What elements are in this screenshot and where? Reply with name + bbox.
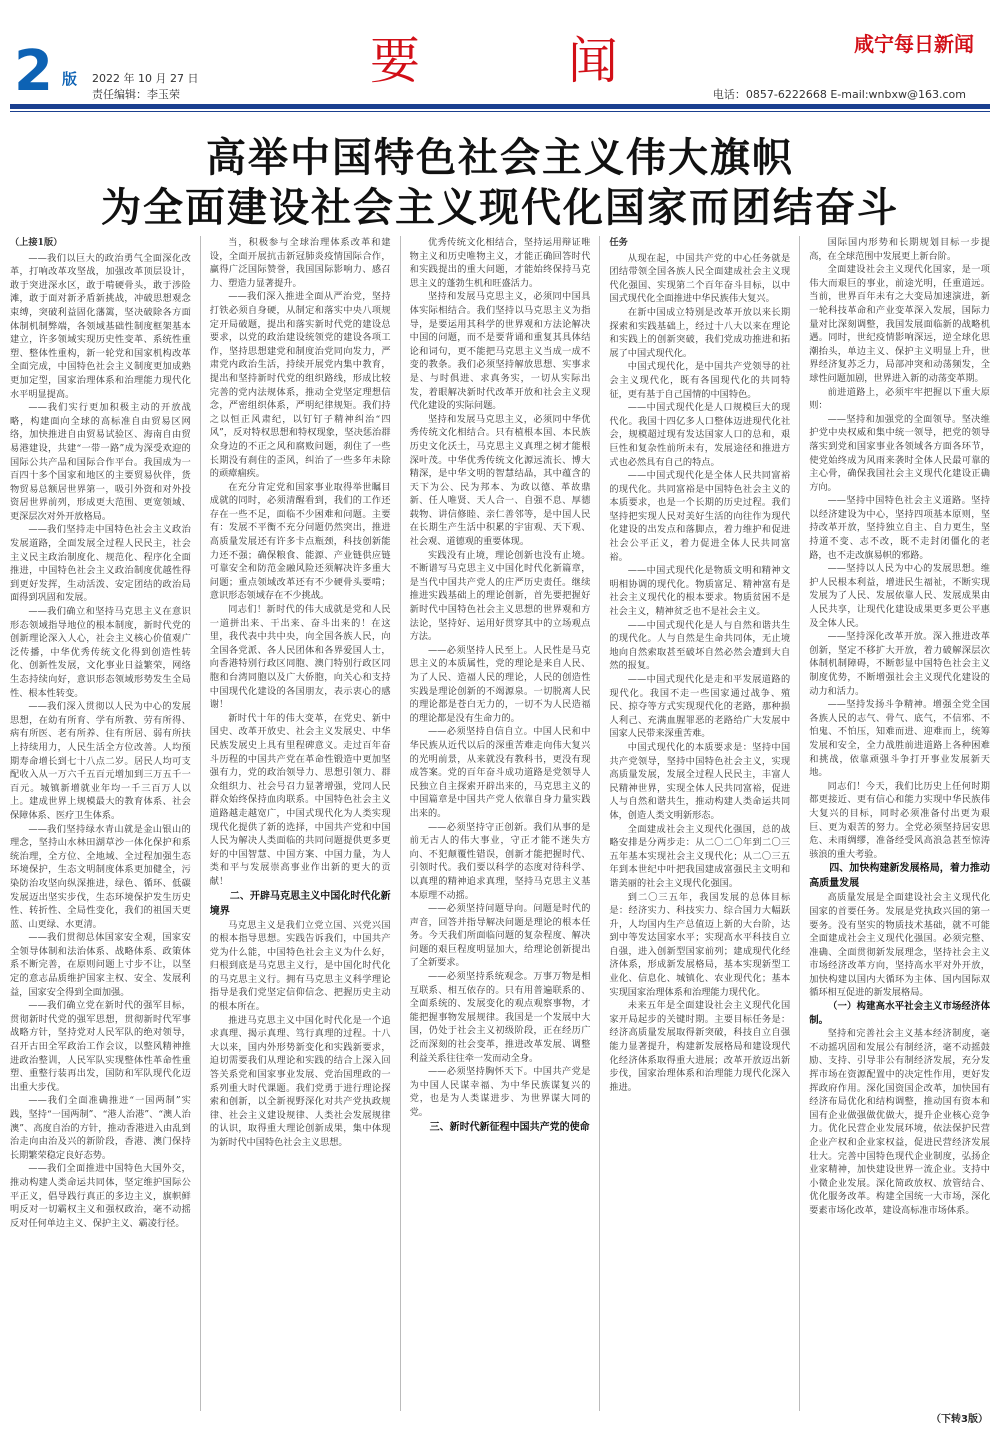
column-lead: （上接1版） — [10, 237, 63, 248]
paragraph: 前进道路上，必须牢牢把握以下重大原则： — [809, 386, 990, 412]
paragraph: ——我们确立党在新时代的强军目标，贯彻新时代党的强军思想，贯彻新时代军事战略方针，坚持党对人民军队的绝对领导，召开古田全军政治工作会议，以整风精神推进政治整训，人民军队实现整体性革命性重塑、重整行装再出发，国防和军队现代化迈出重大步伐。 — [10, 1000, 191, 1093]
continued-note: （下转3版） — [931, 1414, 988, 1425]
article-body — [10, 236, 990, 1411]
paragraph: 坚持和发展马克思主义，必须同中华优秀传统文化相结合。只有植根本国、本民族历史文化沃土，马克思主义真理之树才能根深叶茂。中华优秀传统文化源远流长、博大精深，是中华文明的智慧结晶，其中蕴含的天下为公、民为邦本、为政以德、革故鼎新、任人唯贤、天人合一、自强不息、厚德载物、讲信修睦、亲仁善邻等，是中国人民在长期生产生活中积累的宇宙观、天下观、社会观、道德观的重要体现。 — [409, 413, 591, 548]
section-title-char-1: 要 — [370, 32, 420, 90]
paragraph: 全面建成社会主义现代化强国，总的战略安排是分两步走：从二〇二〇年到二〇三五年基本实现社会主义现代化；从二〇三五年到本世纪中叶把我国建成富强民主文明和谐美丽的社会主义现代化强国。 — [609, 823, 791, 889]
paragraph: ——必须坚持问题导向。问题是时代的声音，回答并指导解决问题是理论的根本任务。今天我们所面临问题的复杂程度、解决问题的艰巨程度明显加大，给理论创新提出了全新要求。 — [409, 903, 591, 969]
paragraph: ——中国式现代化是全体人民共同富裕的现代化。共同富裕是中国特色社会主义的本质要求，也是一个长期的历史过程。我们坚持把实现人民对美好生活的向往作为现代化建设的出发点和落脚点，着力维护和促进社会公平正义，着力促进全体人民共同富裕。 — [609, 470, 791, 563]
section-subhead: 二、开辟马克思主义中国化时代化新境界 — [209, 890, 391, 917]
paragraph: ——我们贯彻总体国家安全观，国家安全领导体制和法治体系、战略体系、政策体系不断完善，在原则问题上寸步不让，以坚定的意志品质维护国家主权、安全、发展利益，国家安全得到全面加强。 — [10, 932, 191, 998]
headline-line-1: 高举中国特色社会主义伟大旗帜 — [206, 135, 794, 181]
paragraph: 坚持和发展马克思主义，必须同中国具体实际相结合。我们坚持以马克思主义为指导，是要运用其科学的世界观和方法论解决中国的问题，而不是要背诵和重复其具体结论和词句，更不能把马克思主义当成一成不变的教条。我们必须坚持解放思想、实事求是、与时俱进、求真务实，一切从实际出发，着眼解决新时代改革开放和社会主义现代化建设的实际问题。 — [409, 291, 591, 412]
paragraph: ——坚持发扬斗争精神。增强全党全国各族人民的志气、骨气、底气，不信邪、不怕鬼、不怕压，知难而进、迎难而上，统筹发展和安全，全力战胜前进道路上各种困难和挑战，依靠顽强斗争打开事业发展新天地。 — [809, 699, 990, 779]
paragraph: ——中国式现代化是走和平发展道路的现代化。我国不走一些国家通过战争、殖民、掠夺等方式实现现代化的老路，那种损人利己、充满血腥罪恶的老路给广大发展中国家人民带来深重苦难。 — [609, 674, 791, 740]
paragraph: 同志们！今天，我们比历史上任何时期都更接近、更有信心和能力实现中华民族伟大复兴的目标，同时必须准备付出更为艰巨、更为艰苦的努力。全党必须坚持居安思危、未雨绸缪，准备经受风高浪急甚至惊涛骇浪的重大考验。 — [809, 780, 990, 860]
article-column-3 — [410, 236, 591, 1411]
paragraph: ——我们实行更加积极主动的开放战略，构建面向全球的高标准自由贸易区网络，加快推进自由贸易试验区、海南自由贸易港建设，共建“一带一路”成为深受欢迎的国际公共产品和国际合作平台。我国成为一百四十多个国家和地区的主要贸易伙伴，货物贸易总额居世界第一，吸引外资和对外投资居世界前列，形成更大范围、更宽领域、更深层次对外开放格局。 — [10, 402, 191, 522]
masthead-rule-thick — [10, 104, 990, 109]
paragraph: 推进马克思主义中国化时代化是一个追求真理、揭示真理、笃行真理的过程。十八大以来，国内外形势新变化和实践新要求，迫切需要我们从理论和实践的结合上深入回答关系党和国家事业发展、党治国理政的一系列重大时代课题。我们党勇于进行理论探索和创新，以全新视野深化对共产党执政规律、社会主义建设规律、人类社会发展规律的认识，取得重大理论创新成果，集中体现为新时代中国特色社会主义思想。 — [209, 1014, 391, 1148]
paragraph: ——必须坚持自信自立。中国人民和中华民族从近代以后的深重苦难走向伟大复兴的光明前景，从来就没有教科书，更没有现成答案。党的百年奋斗成功道路是党领导人民独立自主探索开辟出来的，马克思主义的中国篇章是中国共产党人依靠自身力量实践出来的。 — [409, 726, 591, 819]
paragraph: ——我们全面准确推进“一国两制”实践，坚持“一国两制”、“港人治港”、“澳人治澳”、高度自治的方针，推动香港进入由乱到治走向由治及兴的新阶段，香港、澳门保持长期繁荣稳定良好态势。 — [10, 1095, 191, 1161]
paragraph: 同志们！新时代的伟大成就是党和人民一道拼出来、干出来、奋斗出来的！在这里，我代表中共中央，向全国各族人民，向全国各党派、各人民团体和各界爱国人士，向香港特别行政区同胞、澳门特别行政区同胞和台湾同胞以及广大侨胞，向关心和支持中国现代化建设的各国朋友，表示衷心的感谢！ — [209, 604, 391, 711]
paragraph: ——坚持中国特色社会主义道路。坚持以经济建设为中心，坚持四项基本原则，坚持改革开放，坚持独立自主、自力更生，坚持道不变、志不改，既不走封闭僵化的老路，也不走改旗易帜的邪路。 — [809, 495, 990, 561]
paragraph: ——必须坚持胸怀天下。中国共产党是为中国人民谋幸福、为中华民族谋复兴的党，也是为人类谋进步、为世界谋大同的党。 — [409, 1066, 591, 1118]
section-subhead: 四、加快构建新发展格局，着力推动高质量发展 — [809, 863, 990, 890]
paragraph: ——中国式现代化是人与自然和谐共生的现代化。人与自然是生命共同体，无止境地向自然索取甚至破坏自然必然会遭到大自然的报复。 — [609, 619, 791, 672]
paragraph: 到二〇三五年，我国发展的总体目标是：经济实力、科技实力、综合国力大幅跃升，人均国内生产总值迈上新的大台阶，达到中等发达国家水平；实现高水平科技自立自强，进入创新型国家前列；建成现代化经济体系，形成新发展格局，基本实现新型工业化、信息化、城镇化、农业现代化；基本实现国家治理体系和治理能力现代化。 — [609, 891, 791, 998]
article-column-2 — [210, 236, 391, 1411]
paragraph: ——我们确立和坚持马克思主义在意识形态领域指导地位的根本制度，新时代党的创新理论深入人心，社会主义核心价值观广泛传播，中华优秀传统文化得到创造性转化、创新性发展，文化事业日益繁荣，网络生态持续向好，意识形态领域形势发生全局性、根本性转变。 — [10, 606, 191, 699]
headline-line-2: 为全面建设社会主义现代化国家而团结奋斗 — [101, 185, 899, 231]
paragraph: 在充分肯定党和国家事业取得举世瞩目成就的同时，必须清醒看到，我们的工作还存在一些不足，面临不少困难和问题。主要有：发展不平衡不充分问题仍然突出，推进高质量发展还有许多卡点瓶颈，科技创新能力还不强；确保粮食、能源、产业链供应链可靠安全和防范金融风险还须解决许多重大问题；重点领域改革还有不少硬骨头要啃；意识形态领域存在不少挑战。 — [209, 481, 391, 602]
section-title-char-2: 闻 — [568, 32, 618, 90]
paragraph: 未来五年是全面建设社会主义现代化国家开局起步的关键时期。主要目标任务是：经济高质量发展取得新突破，科技自立自强能力显著提升，构建新发展格局和建设现代化经济体系取得重大进展；改革开放迈出新步伐，国家治理体系和治理能力现代化深入推进。 — [609, 1000, 791, 1093]
column-divider — [400, 236, 401, 1411]
paragraph: 高质量发展是全面建设社会主义现代化国家的首要任务。发展是党执政兴国的第一要务。没有坚实的物质技术基础，就不可能全面建成社会主义现代化强国。必须完整、准确、全面贯彻新发展理念，坚持社会主义市场经济改革方向，坚持高水平对外开放，加快构建以国内大循环为主体、国内国际双循环相互促进的新发展格局。 — [809, 892, 990, 999]
paragraph: 从现在起，中国共产党的中心任务就是团结带领全国各族人民全面建成社会主义现代化强国、实现第二个百年奋斗目标，以中国式现代化全面推进中华民族伟大复兴。 — [609, 252, 791, 305]
editor-credit: 责任编辑：李玉荣 — [92, 88, 180, 101]
paragraph: 优秀传统文化相结合，坚持运用辩证唯物主义和历史唯物主义，才能正确回答时代和实践提出的重大问题，才能始终保持马克思主义的蓬勃生机和旺盛活力。 — [409, 237, 591, 289]
paragraph: ——坚持和加强党的全面领导。坚决维护党中央权威和集中统一领导，把党的领导落实到党和国家事业各领域各方面各环节，使党始终成为风雨来袭时全体人民最可靠的主心骨，确保我国社会主义现代化建设正确方向。 — [809, 413, 990, 493]
paragraph: ——必须坚持守正创新。我们从事的是前无古人的伟大事业，守正才能不迷失方向、不犯颠覆性错误，创新才能把握时代、引领时代。我们要以科学的态度对待科学、以真理的精神追求真理，坚持马克思主义基本原理不动摇。 — [409, 821, 591, 901]
paragraph: 坚持和完善社会主义基本经济制度，毫不动摇巩固和发展公有制经济，毫不动摇鼓励、支持、引导非公有制经济发展，充分发挥市场在资源配置中的决定性作用，更好发挥政府作用。深化国资国企改革，加快国有经济布局优化和结构调整，推动国有资本和国有企业做强做优做大，提升企业核心竞争力。优化民营企业发展环境，依法保护民营企业产权和企业家权益，促进民营经济发展壮大。完善中国特色现代企业制度，弘扬企业家精神，加快建设世界一流企业。支持中小微企业发展。深化简政放权、放管结合、优化服务改革。构建全国统一大市场，深化要素市场化改革，建设高标准市场体系。 — [809, 1028, 990, 1216]
column-divider — [799, 236, 800, 1411]
paragraph: 实践没有止境，理论创新也没有止境。不断谱写马克思主义中国化时代化新篇章，是当代中国共产党人的庄严历史责任。继续推进实践基础上的理论创新，首先要把握好新时代中国特色社会主义思想的世界观和方法论，坚持好、运用好贯穿其中的立场观点方法。 — [409, 549, 591, 643]
sub-subhead: （一）构建高水平社会主义市场经济体制。 — [809, 1001, 990, 1026]
issue-date: 2022 年 10 月 27 日 — [92, 72, 199, 85]
masthead-rule-thin — [10, 111, 990, 112]
paragraph: 马克思主义是我们立党立国、兴党兴国的根本指导思想。实践告诉我们，中国共产党为什么能，中国特色社会主义为什么好，归根到底是马克思主义行，是中国化时代化的马克思主义行。拥有马克思主义科学理论指导是我们党坚定信仰信念、把握历史主动的根本所在。 — [209, 919, 391, 1013]
column-divider — [200, 236, 201, 1411]
paragraph: 中国式现代化，是中国共产党领导的社会主义现代化，既有各国现代化的共同特征，更有基于自己国情的中国特色。 — [609, 361, 791, 400]
paragraph: ——我们深入贯彻以人民为中心的发展思想，在幼有所育、学有所教、劳有所得、病有所医、老有所养、住有所居、弱有所扶上持续用力，人民生活全方位改善。人均预期寿命增长到七十八点二岁。居民人均可支配收入从一万六千五百元增加到三万五千一百元。城镇新增就业年均一千三百万人以上。建成世界上规模最大的教育体系、社会保障体系、医疗卫生体系。 — [10, 701, 191, 821]
article-column-1 — [10, 236, 191, 1411]
paragraph: 国际国内形势和长期规划目标一步提高，在全球范围中发展更上新台阶。 — [809, 237, 990, 262]
paragraph: 中国式现代化的本质要求是：坚持中国共产党领导，坚持中国特色社会主义，实现高质量发展，发展全过程人民民主，丰富人民精神世界，实现全体人民共同富裕，促进人与自然和谐共生，推动构建人类命运共同体，创造人类文明新形态。 — [609, 741, 791, 821]
page-suffix: 版 — [62, 70, 78, 88]
paragraph: ——中国式现代化是物质文明和精神文明相协调的现代化。物质富足、精神富有是社会主义现代化的根本要求。物质贫困不是社会主义，精神贫乏也不是社会主义。 — [609, 565, 791, 618]
paragraph: ——我们以巨大的政治勇气全面深化改革，打响改革攻坚战，加强改革顶层设计，敢于突进深水区，敢于啃硬骨头，敢于涉险滩，敢于面对新矛盾新挑战，冲破思想观念束缚，突破利益固化藩篱，坚决破除各方面体制机制弊端，各领域基础性制度框架基本建立，许多领域实现历史性变革、系统性重塑、整体性重构，新一轮党和国家机构改革全面完成，中国特色社会主义制度更加成熟更加定型，国家治理体系和治理能力现代化水平明显提高。 — [10, 252, 191, 400]
paragraph: ——坚持以人民为中心的发展思想。维护人民根本利益，增进民生福祉，不断实现发展为了人民、发展依靠人民、发展成果由人民共享，让现代化建设成果更多更公平惠及全体人民。 — [809, 563, 990, 629]
paragraph: 新时代十年的伟大变革，在党史、新中国史、改革开放史、社会主义发展史、中华民族发展史上具有里程碑意义。走过百年奋斗历程的中国共产党在革命性锻造中更加坚强有力，党的政治领导力、思想引领力、群众组织力、社会号召力显著增强，党同人民群众始终保持血肉联系。中国特色社会主义道路越走越宽广，中国式现代化为人类实现现代化提供了新的选择，中国共产党和中国人民为解决人类面临的共同问题提供更多更好的中国智慧、中国方案、中国力量，为人类和平与发展崇高事业作出新的更大的贡献！ — [209, 712, 391, 887]
paragraph: ——坚持深化改革开放。深入推进改革创新，坚定不移扩大开放，着力破解深层次体制机制障碍，不断彰显中国特色社会主义制度优势，不断增强社会主义现代化建设的动力和活力。 — [809, 631, 990, 697]
masthead — [0, 0, 1000, 112]
paragraph: ——我们坚持绿水青山就是金山银山的理念，坚持山水林田湖草沙一体化保护和系统治理，全方位、全地域、全过程加强生态环境保护，生态文明制度体系更加健全，污染防治攻坚向纵深推进，绿色、循环、低碳发展迈出坚实步伐，生态环境保护发生历史性、转折性、全局性变化，我们的祖国天更蓝、山更绿、水更清。 — [10, 823, 191, 930]
paragraph: ——中国式现代化是人口规模巨大的现代化。我国十四亿多人口整体迈进现代化社会，规模超过现有发达国家人口的总和，艰巨性和复杂性前所未有，发展途径和推进方式也必然具有自己的特点。 — [609, 402, 791, 468]
section-subhead: 三、新时代新征程中国共产党的使命 — [429, 1121, 590, 1133]
paragraph: ——我们全面推进中国特色大国外交，推动构建人类命运共同体，坚定维护国际公平正义，倡导践行真正的多边主义，旗帜鲜明反对一切霸权主义和强权政治，毫不动摇反对任何单边主义、保护主义、霸凌行径。 — [10, 1163, 191, 1229]
paragraph: 全面建设社会主义现代化国家，是一项伟大而艰巨的事业，前途光明，任重道远。当前，世界百年未有之大变局加速演进，新一轮科技革命和产业变革深入发展，国际力量对比深刻调整，我国发展面临新的战略机遇。同时，世纪疫情影响深远，逆全球化思潮抬头，单边主义、保护主义明显上升，世界经济复苏乏力，局部冲突和动荡频发，全球性问题加剧，世界进入新的动荡变革期。 — [809, 264, 990, 384]
contact-info: 电话：0857-6222668 E-mail:wnbxw@163.com — [712, 88, 966, 101]
paragraph: 在新中国成立特别是改革开放以来长期探索和实践基础上，经过十八大以来在理论和实践上的创新突破，我们党成功推进和拓展了中国式现代化。 — [609, 306, 791, 359]
article-column-5 — [809, 236, 990, 1411]
column-divider — [599, 236, 600, 1411]
paragraph: ——必须坚持人民至上。人民性是马克思主义的本质属性，党的理论是来自人民、为了人民、造福人民的理论，人民的创造性实践是理论创新的不竭源泉。一切脱离人民的理论都是苍白无力的，一切不为人民造福的理论都是没有生命力的。 — [409, 644, 591, 724]
page-number: 2 — [14, 39, 53, 104]
paragraph: ——必须坚持系统观念。万事万物是相互联系、相互依存的。只有用普遍联系的、全面系统的、发展变化的观点观察事物，才能把握事物发展规律。我国是一个发展中大国，仍处于社会主义初级阶段，正在经历广泛而深刻的社会变革，推进改革发展、调整利益关系往往牵一发而动全身。 — [409, 971, 591, 1064]
paragraph: ——我们坚持走中国特色社会主义政治发展道路，全面发展全过程人民民主，社会主义民主政治制度化、规范化、程序化全面推进，中国特色社会主义政治制度优越性得到更好发挥，生动活泼、安定团结的政治局面得到巩固和发展。 — [10, 524, 191, 604]
article-column-4 — [609, 236, 790, 1411]
paragraph: ——我们深入推进全面从严治党，坚持打铁必须自身硬，从制定和落实中央八项规定开局破题，提出和落实新时代党的建设总要求，以党的政治建设统领党的建设各项工作，坚持思想建党和制度治党同向发力，严肃党内政治生活，持续开展党内集中教育，提出和坚持新时代党的组织路线，形成比较完善的党内法规体系，推动全党坚定理想信念，严密组织体系，严明纪律规矩。我们持之以恒正风肃纪，以钉钉子精神纠治“四风”，反对特权思想和特权现象，坚决惩治群众身边的不正之风和腐败问题，刹住了一些长期没有刹住的歪风，纠治了一些多年未除的顽瘴痼疾。 — [209, 291, 391, 480]
column-lead: 任务 — [609, 237, 628, 248]
newspaper-brand: 咸宁每日新闻 — [854, 32, 974, 56]
paragraph: 当，积极参与全球治理体系改革和建设，全面开展抗击新冠肺炎疫情国际合作，赢得广泛国际赞誉，我国国际影响力、感召力、塑造力显著提升。 — [209, 237, 391, 289]
